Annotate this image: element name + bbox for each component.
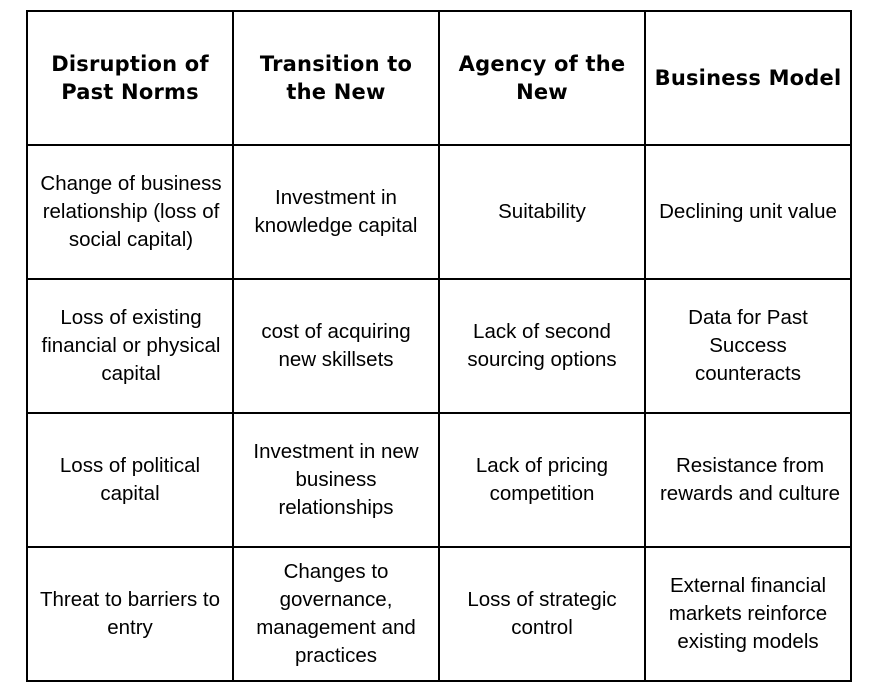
table-row [27,413,851,547]
header-row [27,11,851,145]
header-agency-of-the-new: Agency of the New [439,11,645,145]
table-cell: External financial markets reinforce existing models [645,547,851,681]
table-cell: Threat to barriers to entry [27,547,233,681]
table-cell: Change of business relationship (loss of social capital) [27,145,233,279]
header-transition-to-the-new: Transition to the New [233,11,439,145]
table-cell: Loss of existing financial or physical capital [27,279,233,413]
table-cell: Loss of political capital [27,413,233,547]
table-cell: Lack of pricing competition [439,413,645,547]
table-cell: cost of acquiring new skillsets [233,279,439,413]
framework-table [26,10,852,682]
table-cell: Investment in knowledge capital [233,145,439,279]
header-business-model: Business Model [645,11,851,145]
table-cell: Investment in new business relationships [233,413,439,547]
table-cell: Lack of second sourcing options [439,279,645,413]
table-cell: Resistance from rewards and culture [645,413,851,547]
table-row [27,547,851,681]
table-cell: Suitability [439,145,645,279]
table-row [27,279,851,413]
header-disruption-of-past-norms: Disruption of Past Norms [27,11,233,145]
table-row [27,145,851,279]
table-cell: Data for Past Success counteracts [645,279,851,413]
table-cell: Loss of strategic control [439,547,645,681]
table-cell: Declining unit value [645,145,851,279]
table-cell: Changes to governance, management and practices [233,547,439,681]
